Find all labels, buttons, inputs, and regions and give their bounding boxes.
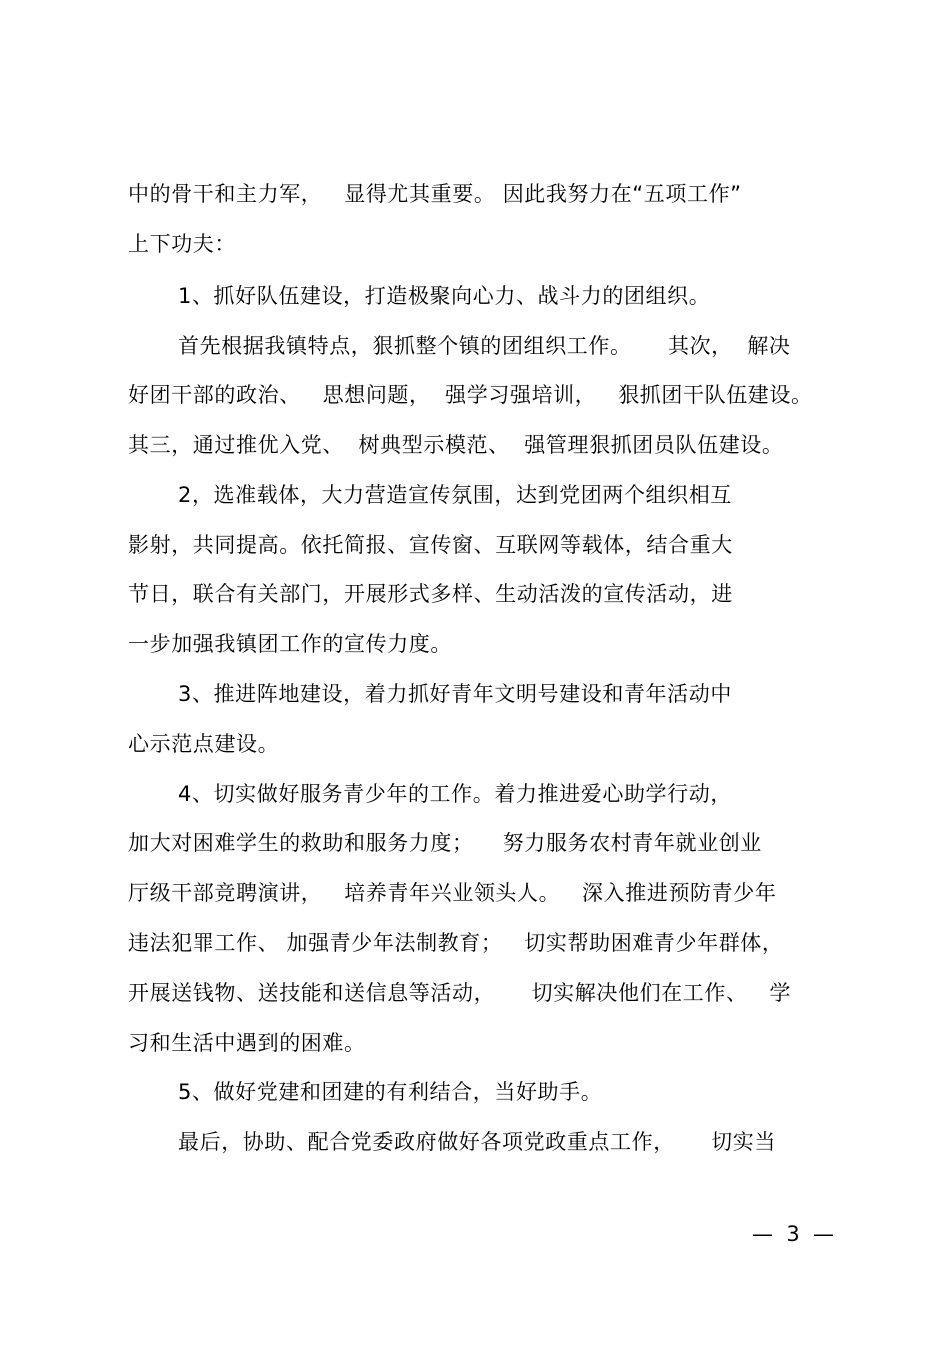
text-line: 习和生活中遇到的困难。 bbox=[128, 1031, 366, 1055]
text-line: 首先根据我镇特点，狠抓整个镇的团组织工作。 其次， 解决 bbox=[178, 334, 791, 358]
text-line: 节日，联合有关部门，开展形式多样、生动活泼的宣传活动，进 bbox=[128, 582, 733, 606]
text-line: 上下功夫： bbox=[128, 232, 236, 256]
text-line: 违法犯罪工作、 加强青少年法制教育； 切实帮助困难青少年群体， bbox=[128, 931, 784, 955]
text-line: 加大对困难学生的救助和服务力度； 努力服务农村青年就业创业 bbox=[128, 831, 762, 855]
text-line: 开展送钱物、送技能和送信息等活动， 切实解决他们在工作、 学 bbox=[128, 981, 791, 1005]
text-line: 一步加强我镇团工作的宣传力度。 bbox=[128, 632, 452, 656]
list-item-heading: 4、切实做好服务青少年的工作。着力推进爱心助学行动， bbox=[178, 782, 732, 806]
text-line: 最后，协助、配合党委政府做好各项党政重点工作， 切实当 bbox=[178, 1130, 776, 1154]
list-item-heading: 2，选准载体，大力营造宣传氛围，达到党团两个组织相互 bbox=[178, 483, 732, 507]
text-line: 其三，通过推优入党、 树典型示模范、 强管理狠抓团员队伍建设。 bbox=[128, 433, 784, 457]
text-line: 中的骨干和主力军， 显得尤其重要。 因此我努力在“五项工作” bbox=[128, 182, 742, 206]
text-line: 心示范点建设。 bbox=[128, 732, 280, 756]
list-item-heading: 3、推进阵地建设，着力抓好青年文明号建设和青年活动中 bbox=[178, 682, 732, 706]
text-line: 厅级干部竞聘演讲， 培养青年兴业领头人。 深入推进预防青少年 bbox=[128, 881, 777, 905]
page-number: — 3 — bbox=[752, 1222, 835, 1246]
list-item-heading: 5、做好党建和团建的有利结合，当好助手。 bbox=[178, 1080, 603, 1104]
text-line: 影射，共同提高。依托简报、宣传窗、互联网等载体，结合重大 bbox=[128, 533, 733, 557]
text-line: 好团干部的政治、 思想问题， 强学习强培训， 狠抓团干队伍建设。 bbox=[128, 383, 813, 407]
list-item-heading: 1、抓好队伍建设，打造极聚向心力、战斗力的团组织。 bbox=[178, 284, 711, 308]
